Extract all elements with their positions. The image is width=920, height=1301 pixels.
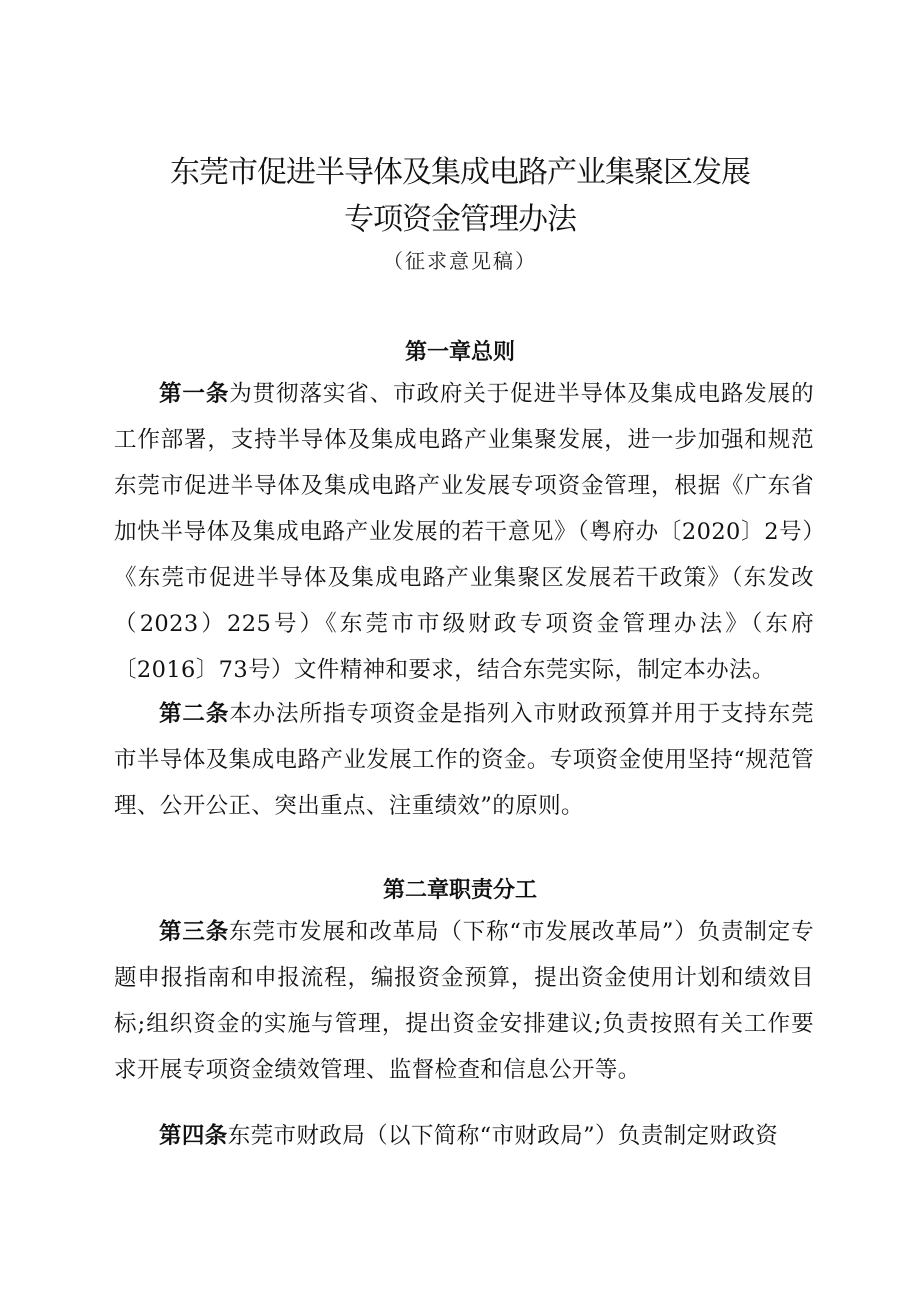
document-subtitle: （征求意见稿） bbox=[383, 249, 537, 273]
article-1-text: 为贯彻落实省、市政府关于促进半导体及集成电路发展的工作部署，支持半导体及集成电路产业集聚发展，进一步加强和规范东莞市促进半导体及集成电路产业发展专项资金管理，根据《广东省加快半导体及集成电路产业发展的若干意见》（粤府办〔2020〕2号）《东莞市促进半导体及集成电路产业集聚区发展若干政策》（东发改（2023）225号）《东莞市市级财政专项资金管理办法》（东府〔2016〕73号）文件精神和要求，结合东莞实际，制定本办法。 bbox=[114, 381, 814, 683]
article-3 bbox=[114, 909, 814, 1093]
article-3-label: 第三条 bbox=[159, 919, 230, 945]
article-4 bbox=[114, 1113, 814, 1159]
document-title-line-2: 专项资金管理办法 bbox=[344, 202, 576, 237]
document-title-line-1: 东莞市促进半导体及集成电路产业集聚区发展 bbox=[170, 155, 750, 190]
article-2-text: 本办法所指专项资金是指列入市财政预算并用于支持东莞市半导体及集成电路产业发展工作的资金。专项资金使用坚持“规范管理、公开公正、突出重点、注重绩效”的原则。 bbox=[114, 701, 814, 819]
article-2 bbox=[114, 691, 814, 829]
article-4-label: 第四条 bbox=[159, 1123, 228, 1149]
chapter-1-heading: 第一章总则 bbox=[404, 340, 515, 365]
article-1 bbox=[114, 371, 814, 693]
chapter-2-heading: 第二章职责分工 bbox=[382, 878, 537, 903]
article-3-text: 东莞市发展和改革局（下称“市发展改革局”）负责制定专题申报指南和申报流程，编报资金预算，提出资金使用计划和绩效目标;组织资金的实施与管理，提出资金安排建议;负责按照有关工作要求开展专项资金绩效管理、监督检查和信息公开等。 bbox=[114, 919, 814, 1083]
article-1-label: 第一条 bbox=[159, 381, 230, 407]
article-4-text: 东莞市财政局（以下简称“市财政局”）负责制定财政资 bbox=[227, 1123, 779, 1149]
article-2-label: 第二条 bbox=[159, 701, 230, 727]
